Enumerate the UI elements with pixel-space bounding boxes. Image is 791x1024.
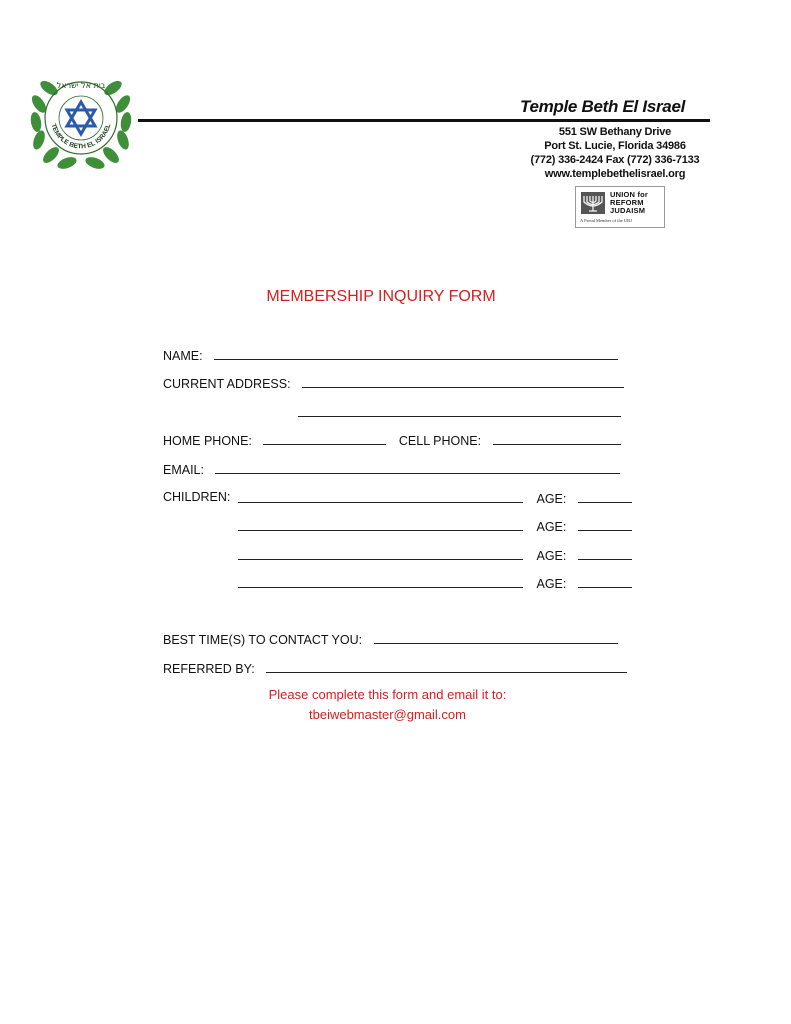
age-label: AGE:: [536, 520, 567, 534]
form-title: MEMBERSHIP INQUIRY FORM: [266, 288, 496, 305]
urj-tagline: A Proud Member of the URJ: [580, 218, 632, 223]
temple-name: Temple Beth El Israel: [520, 97, 686, 116]
phone-fax: (772) 336-2424 Fax (772) 336-7133: [530, 154, 700, 166]
child-entry: [238, 547, 632, 563]
age-label: AGE:: [536, 577, 567, 591]
address-line-2: Port St. Lucie, Florida 34986: [544, 140, 686, 152]
address-row-2: [298, 404, 621, 420]
child-name-field[interactable]: [238, 547, 523, 560]
name-row: [163, 347, 618, 363]
best-time-label: BEST TIME(S) TO CONTACT YOU:: [163, 633, 363, 647]
best-time-row: [163, 631, 618, 647]
name-label: NAME:: [163, 349, 203, 363]
seal-text: TEMPLE BETH EL ISRAEL: [49, 123, 113, 151]
referred-by-label: REFERRED BY:: [163, 662, 255, 676]
child-entry: [238, 575, 632, 591]
age-label: AGE:: [536, 549, 567, 563]
child-entry: [238, 518, 632, 534]
child-age-field[interactable]: [578, 518, 632, 531]
home-phone-label: HOME PHONE:: [163, 434, 252, 448]
temple-seal-logo: [22, 62, 140, 172]
address-line-1: 551 SW Bethany Drive: [558, 126, 672, 138]
address-field-line-2[interactable]: [298, 404, 621, 417]
best-time-field[interactable]: [374, 631, 618, 644]
name-field[interactable]: [214, 347, 618, 360]
hebrew-inscription-icon: בית אל ישראל: [56, 81, 106, 90]
letterhead-rule: [138, 119, 710, 122]
referred-by-field[interactable]: [266, 660, 627, 673]
address-label: CURRENT ADDRESS:: [163, 377, 291, 391]
urj-badge: [575, 186, 665, 228]
child-name-field[interactable]: [238, 518, 523, 531]
cell-phone-field[interactable]: [493, 432, 621, 445]
urj-line-2: REFORM: [610, 198, 644, 207]
children-row: [163, 490, 230, 504]
contact-email-link[interactable]: tbeiwebmaster@gmail.com: [309, 707, 466, 722]
address-field-line-1[interactable]: [302, 375, 624, 388]
email-field[interactable]: [215, 461, 620, 474]
children-label: CHILDREN:: [163, 490, 231, 504]
cell-phone-label: CELL PHONE:: [398, 434, 482, 448]
urj-line-1: UNION for: [610, 190, 649, 199]
child-age-field[interactable]: [578, 490, 632, 503]
submit-instruction: Please complete this form and email it to:: [268, 687, 507, 702]
urj-line-3: JUDAISM: [610, 206, 646, 215]
phone-row: [163, 432, 621, 448]
website-link[interactable]: www.templebethelisrael.org: [544, 168, 686, 180]
child-age-field[interactable]: [578, 547, 632, 560]
home-phone-field[interactable]: [263, 432, 386, 445]
address-row: [163, 375, 624, 391]
child-name-field[interactable]: [238, 490, 523, 503]
email-row: [163, 461, 620, 477]
age-label: AGE:: [536, 492, 567, 506]
child-entry: [238, 490, 632, 506]
email-label: EMAIL:: [163, 463, 204, 477]
child-name-field[interactable]: [238, 575, 523, 588]
child-age-field[interactable]: [578, 575, 632, 588]
referred-by-row: [163, 660, 627, 676]
menorah-icon: [581, 192, 605, 214]
